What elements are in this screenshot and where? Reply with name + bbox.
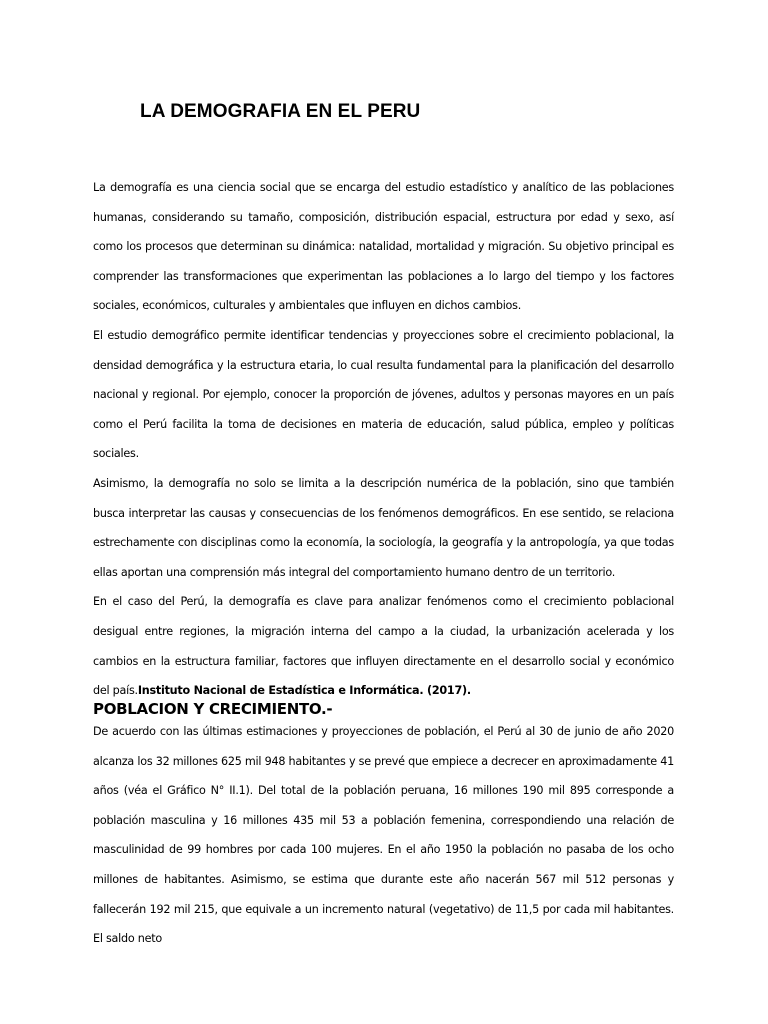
citation: Instituto Nacional de Estadística e Informática. (2017). (137, 684, 471, 698)
paragraph-population: De acuerdo con las últimas estimaciones y proyecciones de población, el Perú al 30 de junio de año 2020 alcanza los 32 millones 625 mil 948 habitantes y se prevé que empiece a decrecer en aproximadamente 41 años (véa el Gráfico N° II.1). Del total de la población peruana, 16 millones 190 mil 895 corresponde a población masculina y 16 millones 435 mil 53 a población femenina, correspondiendo una relación de masculinidad de 99 hombres por cada 100 mujeres. En el año 1950 la población no pasaba de los ocho millones de habitantes. Asimismo, se estima que durante este año nacerán 567 mil 512 personas y fallecerán 192 mil 215, que equivale a un incremento natural (vegetativo) de 11,5 por cada mil habitantes. El saldo neto (93, 725, 674, 946)
intro-section (93, 173, 674, 706)
paragraph-interpretation: Asimismo, la demografía no solo se limita a la descripción numérica de la población, sino que también busca interpretar las causas y consecuencias de los fenómenos demográficos. En ese sentido, se relaciona estrechamente con disciplinas como la economía, la sociología, la geografía y la antropología, ya que todas ellas aportan una comprensión más integral del comportamiento humano dentro de un territorio. (93, 476, 674, 579)
section-heading: POBLACION Y CRECIMIENTO.- (93, 700, 333, 718)
population-section (93, 717, 674, 946)
paragraph-definition: La demografía es una ciencia social que se encarga del estudio estadístico y analítico de las poblaciones humanas, considerando su tamaño, composición, distribución espacial, estructura por edad y sexo, así como los procesos que determinan su dinámica: natalidad, mortalidad y migración. Su objetivo principal es comprender las transformaciones que experimentan las poblaciones a lo largo del tiempo y los factores sociales, económicos, culturales y ambientales que influyen en dichos cambios. (93, 181, 674, 313)
paragraph-peru-text: En el caso del Perú, la demografía es clave para analizar fenómenos como el crecimiento poblacional desigual entre regiones, la migración interna del campo a la ciudad, la urbanización acelerada y los cambios en la estructura familiar, factores que influyen directamente en el desarrollo social y económico del país. (93, 595, 674, 698)
paragraph-peru (93, 587, 674, 705)
document-title: LA DEMOGRAFIA EN EL PERU (140, 101, 421, 122)
paragraph-study: El estudio demográfico permite identificar tendencias y proyecciones sobre el crecimiento poblacional, la densidad demográfica y la estructura etaria, lo cual resulta fundamental para la planificación del desarrollo nacional y regional. Por ejemplo, conocer la proporción de jóvenes, adultos y personas mayores en un país como el Perú facilita la toma de decisiones en materia de educación, salud pública, empleo y políticas sociales. (93, 328, 674, 461)
